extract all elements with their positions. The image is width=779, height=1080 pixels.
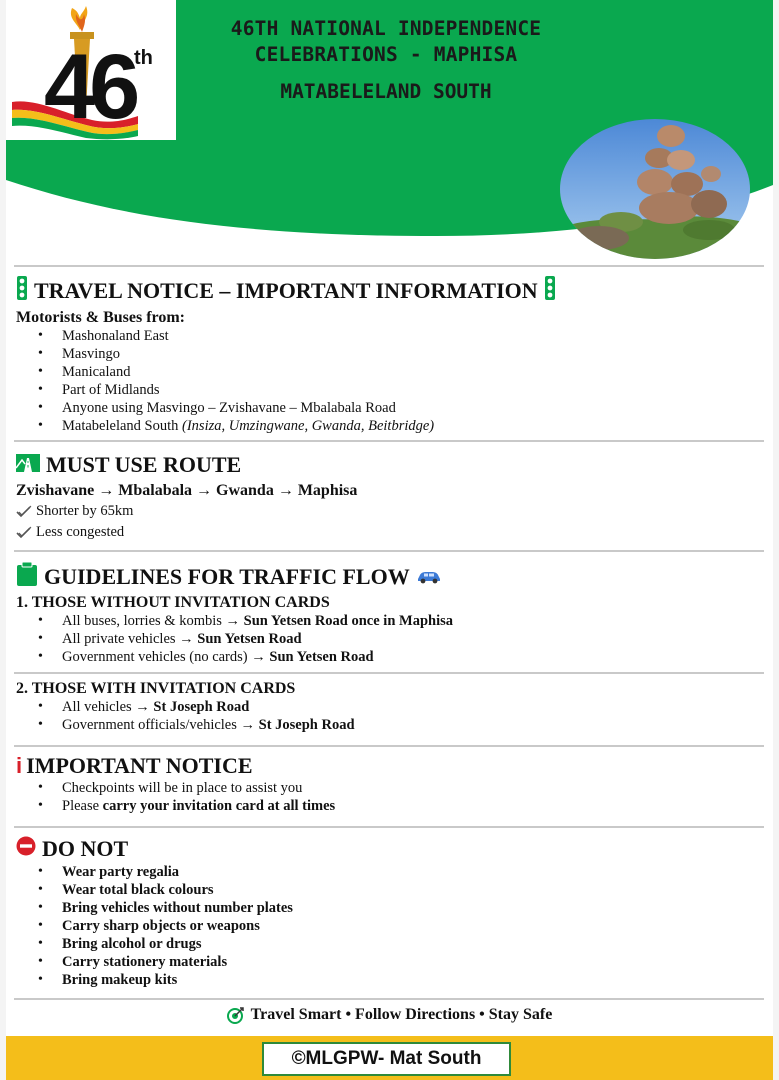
item-label: All vehicles → [62, 699, 150, 715]
poster [6, 0, 773, 1080]
list-item [38, 863, 763, 881]
balancing-rocks-photo [559, 118, 751, 260]
divider [14, 440, 764, 442]
with-cards-section [16, 679, 763, 734]
travel-notice-title-text: TRAVEL NOTICE – IMPORTANT INFORMATION [34, 278, 538, 303]
title-line-1: 46TH NATIONAL INDEPENDENCE [230, 17, 542, 40]
list-item: • Checkpoints will be in place to assist you [38, 779, 763, 797]
item-text: Carry sharp objects or weapons [62, 918, 260, 934]
footer-tagline [6, 1006, 773, 1024]
origin-list [16, 327, 763, 435]
list-item-detail: (Insiza, Umzingwane, Gwanda, Beitbridge) [182, 418, 435, 434]
checkmark-icon [16, 505, 32, 519]
route-path: Zvishavane → Mbalabala → Gwanda → Maphisa [16, 482, 358, 499]
list-item: • Part of Midlands [38, 381, 763, 399]
clipboard-icon [16, 562, 38, 592]
divider [14, 672, 764, 674]
list-item [38, 917, 763, 935]
divider [14, 998, 764, 1000]
list-item [38, 630, 763, 648]
travel-notice-intro: Motorists & Buses from: [16, 309, 186, 326]
item-text: Bring alcohol or drugs [62, 936, 202, 952]
divider [14, 745, 764, 747]
torch-46-icon [6, 0, 176, 140]
item-destination: Sun Yetsen Road once in Maphisa [243, 613, 454, 629]
notice-list [16, 779, 763, 815]
item-text: Bring vehicles without number plates [62, 900, 293, 916]
list-item [38, 648, 763, 666]
list-item: • Masvingo [38, 345, 763, 363]
list-item [38, 953, 763, 971]
benefit-item [16, 501, 763, 522]
group-heading: 1. THOSE WITHOUT INVITATION CARDS [16, 594, 330, 611]
important-notice-title [16, 753, 763, 779]
item-destination: St Joseph Road [258, 717, 355, 733]
divider [14, 826, 764, 828]
independence-logo [6, 0, 176, 140]
divider [14, 265, 764, 267]
list-item: • Anyone using Masvingo – Zvishavane – Mbalabala Road [38, 399, 763, 417]
list-item [38, 971, 763, 989]
item-destination: Sun Yetsen Road [269, 649, 374, 665]
logo-number: 46 [44, 36, 135, 138]
car-icon [416, 564, 442, 590]
must-use-route-section [16, 452, 763, 543]
page-edge-right [773, 0, 779, 1080]
important-notice-title-text: IMPORTANT NOTICE [26, 753, 253, 778]
benefit-text: Less congested [36, 524, 125, 540]
traffic-light-icon [16, 276, 28, 306]
list-item [38, 612, 763, 630]
important-notice-section [16, 753, 763, 815]
list-item [38, 881, 763, 899]
list-item [38, 797, 763, 815]
list-item [38, 716, 763, 734]
list-item: • Manicaland [38, 363, 763, 381]
guidelines-title [16, 562, 763, 592]
guidelines-title-text: GUIDELINES FOR TRAFFIC FLOW [44, 564, 410, 589]
guidelines-section [16, 562, 763, 666]
group-heading: 2. THOSE WITH INVITATION CARDS [16, 680, 296, 697]
item-label: Government officials/vehicles → [62, 717, 256, 733]
list-item: • Mashonaland East [38, 327, 763, 345]
item-destination: St Joseph Road [153, 699, 250, 715]
item-text: Wear total black colours [62, 882, 214, 898]
item-label: Government vehicles (no cards) → [62, 649, 266, 665]
target-icon [227, 1006, 245, 1024]
list-item [38, 935, 763, 953]
item-emphasis: carry your invitation card at all times [102, 798, 336, 814]
no-card-list [16, 612, 763, 666]
benefit-item [16, 522, 763, 543]
logo-suffix: th [134, 47, 153, 69]
benefit-text: Shorter by 65km [36, 503, 134, 519]
traffic-light-icon [544, 276, 556, 306]
title-line-2: CELEBRATIONS - MAPHISA [254, 43, 518, 66]
route-title-text: MUST USE ROUTE [46, 452, 242, 477]
tagline-text: Travel Smart • Follow Directions • Stay Safe [250, 1006, 553, 1023]
do-not-title [16, 836, 763, 862]
list-item-main: Matabeleland South [62, 418, 179, 434]
checkmark-icon [16, 526, 32, 540]
divider [14, 550, 764, 552]
item-text: Carry stationery materials [62, 954, 228, 970]
list-item [38, 698, 763, 716]
travel-notice-title [16, 276, 763, 306]
page-subtitle: MATABELELAND SOUTH [280, 80, 492, 103]
prohibited-list [16, 863, 763, 989]
item-text: Wear party regalia [62, 864, 180, 880]
no-entry-icon [16, 836, 36, 862]
item-destination: Sun Yetsen Road [197, 631, 302, 647]
item-label: All buses, lorries & kombis → [62, 613, 241, 629]
info-icon: i [16, 753, 23, 778]
list-item [38, 899, 763, 917]
list-item [38, 417, 763, 435]
credit-box: ©MLGPW- Mat South [262, 1042, 511, 1076]
route-title [16, 452, 763, 478]
travel-notice-section [16, 276, 763, 435]
item-label: Please [62, 798, 100, 814]
do-not-section [16, 836, 763, 989]
with-card-list [16, 698, 763, 734]
road-icon [16, 452, 40, 478]
page-title [176, 16, 596, 68]
item-label: All private vehicles → [62, 631, 194, 647]
header-banner [6, 0, 773, 262]
do-not-title-text: DO NOT [42, 836, 129, 861]
item-text: Bring makeup kits [62, 972, 178, 988]
